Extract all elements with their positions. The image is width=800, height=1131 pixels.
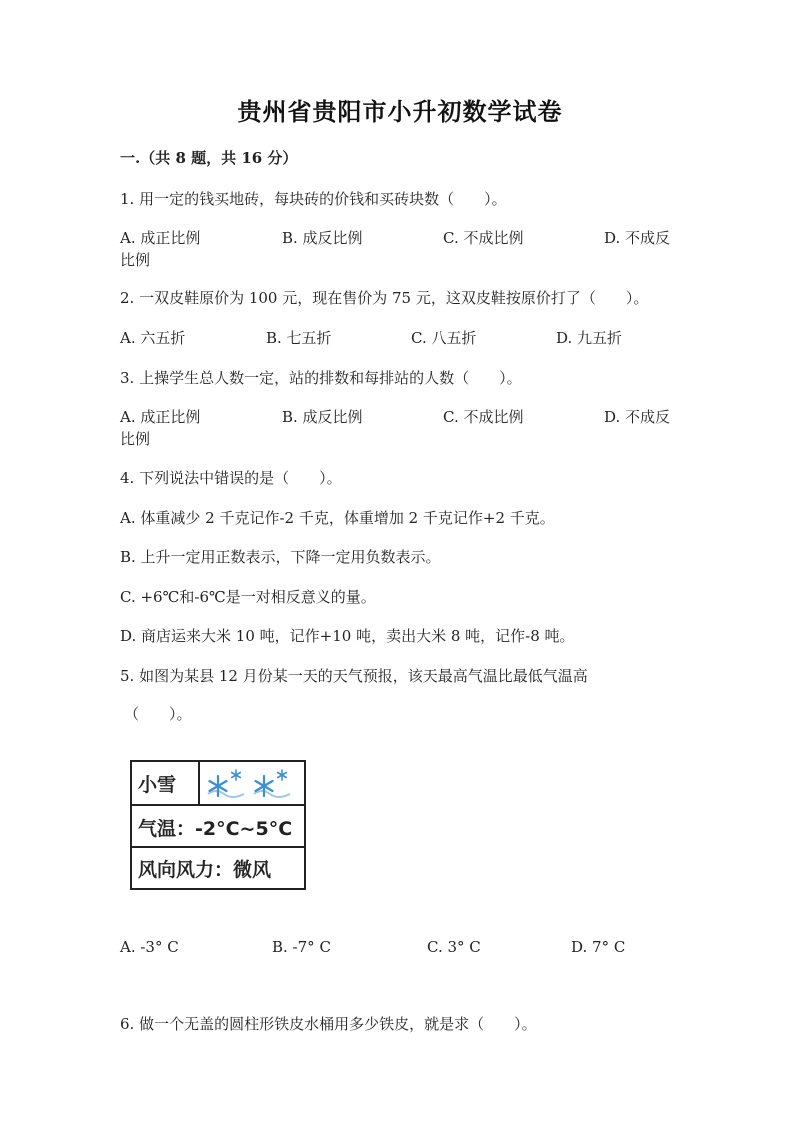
- question-2-option-d: D. 九五折: [556, 329, 623, 347]
- question-5-option-c: C. 3° C: [427, 938, 481, 956]
- question-2-option-b: B. 七五折: [266, 329, 332, 347]
- question-4-stem: 4. 下列说法中错误的是（ ）。: [120, 469, 342, 487]
- question-3-option-b: B. 成反比例: [282, 408, 363, 426]
- snowflake-icon: [252, 768, 292, 806]
- weather-divider: [198, 762, 200, 806]
- question-5-stem-continued: （ ）。: [124, 705, 192, 723]
- question-2-option-c: C. 八五折: [411, 329, 477, 347]
- snowflake-icon: [206, 768, 246, 806]
- weather-temperature-row: [132, 806, 304, 848]
- question-5-option-d: D. 7° C: [571, 938, 626, 956]
- question-5-option-b: B. -7° C: [272, 938, 331, 956]
- question-2-option-a: A. 六五折: [120, 329, 186, 347]
- question-2-stem: 2. 一双皮鞋原价为 100 元，现在售价为 75 元，这双皮鞋按原价打了（ ）。: [120, 289, 649, 307]
- question-1-option-c: C. 不成比例: [443, 229, 524, 247]
- question-3-stem: 3. 上操学生总人数一定，站的排数和每排站的人数（ ）。: [120, 369, 522, 387]
- question-6-stem: 6. 做一个无盖的圆柱形铁皮水桶用多少铁皮，就是求（ ）。: [120, 1015, 537, 1033]
- question-5-stem: 5. 如图为某县 12 月份某一天的天气预报，该天最高气温比最低气温高: [120, 667, 588, 685]
- weather-condition-row: [132, 762, 304, 806]
- question-3-option-a: A. 成正比例: [120, 408, 201, 426]
- question-1-option-d-wrap: 比例: [120, 251, 151, 269]
- question-4-option-d: D. 商店运来大米 10 吨，记作+10 吨，卖出大米 8 吨，记作-8 吨。: [120, 627, 575, 645]
- question-5-option-a: A. -3° C: [120, 938, 179, 956]
- question-4-option-c: C. +6℃和-6℃是一对相反意义的量。: [120, 588, 376, 606]
- question-1-option-a: A. 成正比例: [120, 229, 201, 247]
- question-3-option-d-wrap: 比例: [120, 430, 151, 448]
- question-3-option-d: D. 不成反: [604, 408, 671, 426]
- page-title: 贵州省贵阳市小升初数学试卷: [237, 97, 563, 126]
- weather-temperature: 气温：-2°C~5°C: [138, 818, 293, 840]
- question-1-option-d: D. 不成反: [604, 229, 671, 247]
- section-heading: 一.（共 8 题，共 16 分）: [120, 149, 298, 167]
- weather-forecast-card: [130, 760, 306, 890]
- question-3-option-c: C. 不成比例: [443, 408, 524, 426]
- weather-wind: 风向风力：微风: [138, 859, 272, 881]
- question-1-stem: 1. 用一定的钱买地砖，每块砖的价钱和买砖块数（ ）。: [120, 190, 507, 208]
- weather-wind-row: [132, 848, 304, 888]
- weather-condition: 小雪: [138, 774, 177, 796]
- question-1-option-b: B. 成反比例: [282, 229, 363, 247]
- question-4-option-b: B. 上升一定用正数表示，下降一定用负数表示。: [120, 548, 441, 566]
- question-4-option-a: A. 体重减少 2 千克记作-2 千克，体重增加 2 千克记作+2 千克。: [120, 509, 555, 527]
